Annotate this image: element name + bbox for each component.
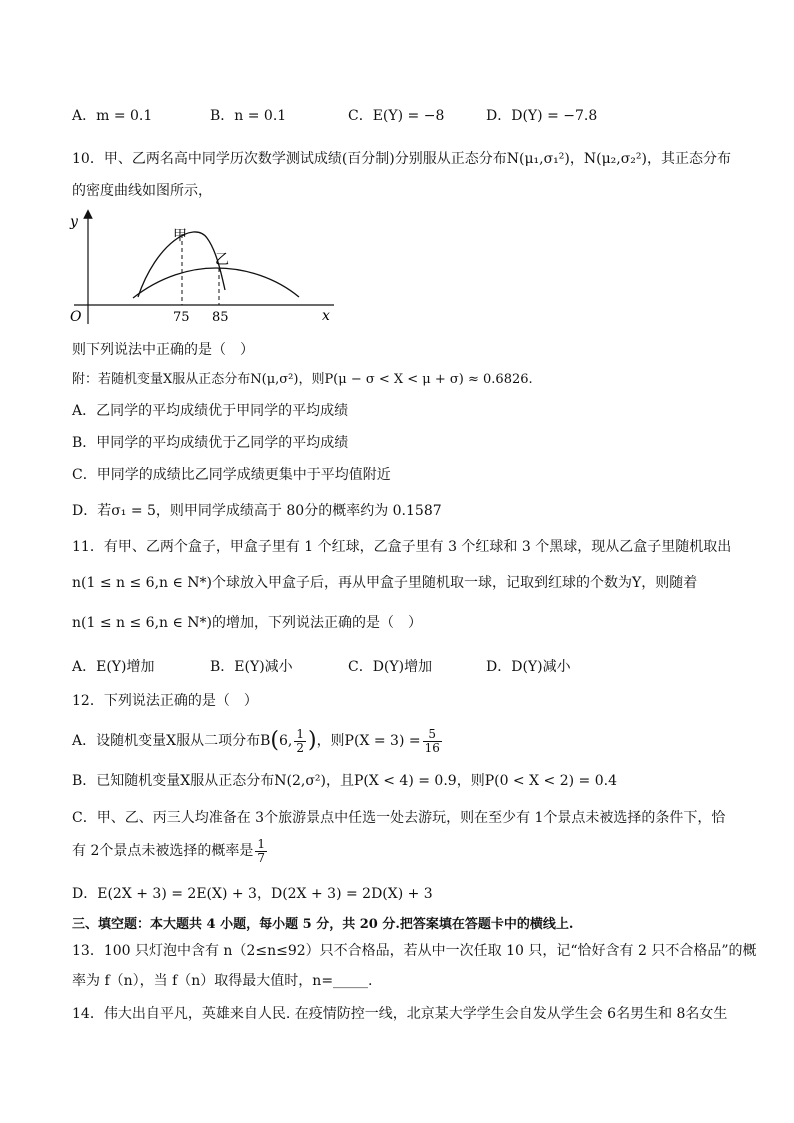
q12-a-mid: ，则P(X = 3) = [316,733,421,749]
q9-option-d: D．D(Y) = −7.8 [486,108,598,124]
q12-question: 12．下列说法正确的是（ ） [72,693,258,709]
q9-option-c: C．E(Y) = −8 [348,108,445,124]
q12-option-c-line2 [72,836,732,866]
q12-c-text: 有 2个景点未被选择的概率是 [72,843,254,859]
normal-density-figure [66,208,346,334]
tick-75: 75 [173,310,190,325]
q12-option-b: B．已知随机变量X服从正态分布N(2,σ²)，且P(X < 4) = 0.9，则P(0 < X < 2) = 0.4 [72,773,617,789]
q10-option-a: A．乙同学的平均成绩优于甲同学的平均成绩 [72,403,349,419]
q12-a-arg-fraction: $\frac{1}{2}$ [296,726,304,755]
q10-option-d: D．若σ₁ = 5，则甲同学成绩高于 80分的概率约为 0.1587 [72,503,442,519]
q10-stem-line1: 10．甲、乙两名高中同学历次数学测试成绩(百分制)分别服从正态分布N(μ₁,σ₁²)，N(μ₂,σ₂²)，其正态分布 [72,151,731,167]
q10-question: 则下列说法中正确的是（ ） [72,342,254,358]
q12-option-a: A．设随机变量X服从二项分布B(6, $\frac{1}{2}$ )，则P(X = 3) = $\frac{5}{16}$ [72,726,440,755]
q10-option-b: B．甲同学的平均成绩优于乙同学的平均成绩 [72,435,349,451]
q12-a-prefix: A．设随机变量X服从二项分布B [72,733,271,749]
q12-option-c-line1: C．甲、乙、丙三人均准备在 3个旅游景点中任选一处去游玩，则在至少有 1个景点未被选择的条件下，恰 [72,810,726,826]
q12-a-result-fraction: $\frac{5}{16}$ [424,726,440,755]
q11-option-b: B．E(Y)减小 [210,659,293,675]
q12-a-arg: 6, [278,733,293,749]
curve-yi-label: 乙 [215,252,229,268]
x-axis-label: x [322,308,330,324]
q12-option-d: D．E(2X + 3) = 2E(X) + 3，D(2X + 3) = 2D(X) + 3 [72,886,433,902]
origin-label: O [70,309,82,325]
q11-option-c: C．D(Y)增加 [348,659,433,675]
section3-heading: 三、填空题：本大题共 4 小题，每小题 5 分，共 20 分.把答案填在答题卡中的横线上. [72,917,574,932]
y-axis-label: y [70,214,78,230]
q10-option-c: C．甲同学的成绩比乙同学成绩更集中于平均值附近 [72,467,391,483]
q11-stem-line1: 11．有甲、乙两个盒子，甲盒子里有 1 个红球，乙盒子里有 3 个红球和 3 个黑球，现从乙盒子里随机取出 [72,539,732,555]
q14-line1: 14．伟大出自平凡，英雄来自人民. 在疫情防控一线，北京某大学学生会自发从学生会 6名男生和 8名女生 [72,1006,728,1022]
q11-stem-line2: n(1 ≤ n ≤ 6,n ∈ N*)个球放入甲盒子后，再从甲盒子里随机取一球，记取到红球的个数为Y，则随着 [72,575,698,591]
q12-c-fraction: $\frac{1}{7}$ [257,836,265,865]
q11-option-a: A．E(Y)增加 [72,659,155,675]
q13-line2: 率为 f（n），当 f（n）取得最大值时，n=_____. [72,973,373,989]
q10-stem-line2: 的密度曲线如图所示， [72,183,212,199]
q10-note: 附：若随机变量X服从正态分布N(μ,σ²)，则P(μ − σ < X < μ + σ) ≈ 0.6826. [72,372,533,387]
q11-stem-line3: n(1 ≤ n ≤ 6,n ∈ N*)的增加，下列说法正确的是（ ） [72,615,423,631]
curve-jia-label: 甲 [173,228,187,244]
q9-option-b: B．n = 0.1 [210,108,287,124]
q11-option-d: D．D(Y)减小 [486,659,571,675]
q13-line1: 13．100 只灯泡中含有 n（2≤n≤92）只不合格品，若从中一次任取 10 只，记“恰好含有 2 只不合格品”的概 [72,943,757,959]
q9-option-a: A．m = 0.1 [72,108,153,124]
tick-85: 85 [212,310,229,325]
curve-yi [133,268,299,298]
